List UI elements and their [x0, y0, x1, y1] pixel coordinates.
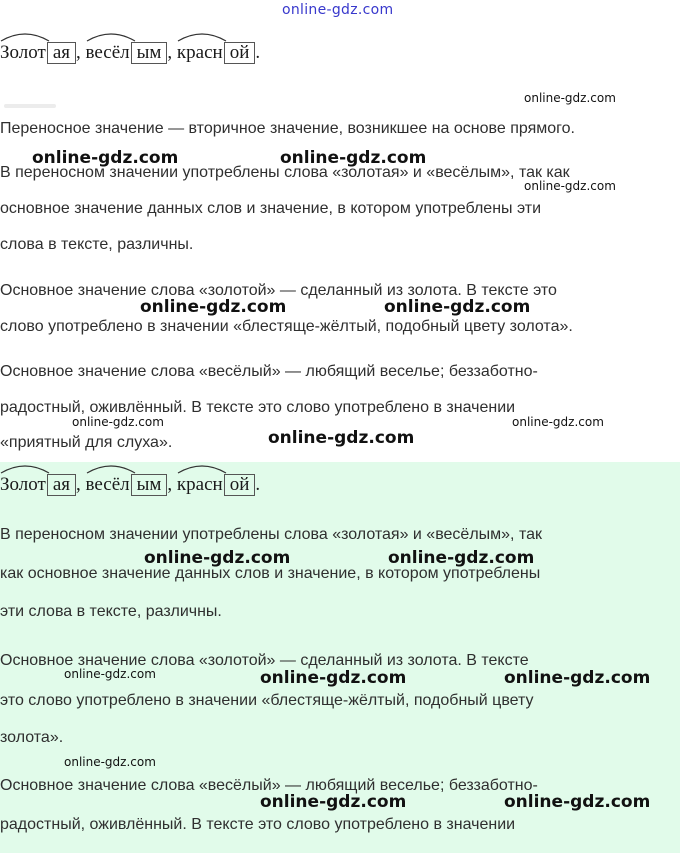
site-watermark: online-gdz.com [72, 415, 164, 429]
text-line: эти слова в тексте, различны. [0, 603, 222, 620]
text-line: как основное значение данных слов и значение, в котором употреблены [0, 565, 541, 582]
text-line: радостный, оживлённый. В тексте это слово употреблено в значении [0, 816, 516, 833]
site-watermark: online-gdz.com [504, 668, 651, 688]
site-watermark: online-gdz.com [524, 179, 616, 193]
site-watermark-top: online-gdz.com [282, 2, 394, 18]
text-line: В переносном значении употреблены слова «золотая» и «весёлым», так [0, 526, 542, 543]
site-watermark: online-gdz.com [64, 755, 156, 769]
word-root: красн [177, 474, 223, 495]
text-line: это слово употреблено в значении «блестяще-жёлтый, подобный цвету [0, 692, 534, 709]
text-line: основное значение данных слов и значение, в котором употреблены эти [0, 200, 542, 217]
word-root: весёл [86, 42, 130, 63]
site-watermark: online-gdz.com [512, 415, 604, 429]
word-ending: ой [224, 42, 256, 64]
site-watermark: online-gdz.com [144, 548, 291, 568]
text-line: слово употреблено в значении «блестяще-жёлтый, подобный цвету золота». [0, 318, 573, 335]
word-ending: ая [47, 474, 76, 496]
word-root: красн [177, 42, 223, 63]
text-line: В переносном значении употреблены слова «золотая» и «весёлым», так как [0, 164, 570, 181]
site-watermark: online-gdz.com [268, 428, 415, 448]
text-line: радостный, оживлённый. В тексте это слово употреблено в значении [0, 399, 516, 416]
definition-text: Переносное значение — вторичное значение, возникшее на основе прямого. [0, 120, 575, 137]
site-watermark: online-gdz.com [384, 297, 531, 317]
text-line: Основное значение слова «весёлый» — любящий веселье; беззаботно- [0, 777, 538, 794]
morpheme-analysis-line: Золот ая , весёл ым , красн ой . [0, 474, 260, 496]
word-ending: ым [131, 42, 168, 64]
morpheme-analysis-line: Золот ая , весёл ым , красн ой . [0, 42, 260, 64]
divider [4, 104, 56, 108]
text-line: Основное значение слова «золотой» — сделанный из золота. В тексте [0, 652, 529, 669]
site-watermark: online-gdz.com [260, 792, 407, 812]
site-watermark: online-gdz.com [388, 548, 535, 568]
site-watermark: online-gdz.com [140, 297, 287, 317]
word-ending: ая [47, 42, 76, 64]
site-watermark: online-gdz.com [32, 148, 179, 168]
site-watermark: online-gdz.com [64, 667, 156, 681]
text-line: «приятный для слуха». [0, 434, 173, 451]
word-root: Золот [0, 474, 46, 495]
text-line: золота». [0, 729, 64, 746]
word-root: весёл [86, 474, 130, 495]
text-line: слова в тексте, различны. [0, 236, 194, 253]
text-line: Основное значение слова «золотой» — сделанный из золота. В тексте это [0, 282, 557, 299]
site-watermark: online-gdz.com [524, 91, 616, 105]
word-root: Золот [0, 42, 46, 63]
word-ending: ой [224, 474, 256, 496]
site-watermark: online-gdz.com [260, 668, 407, 688]
text-line: Основное значение слова «весёлый» — любящий веселье; беззаботно- [0, 363, 538, 380]
site-watermark: online-gdz.com [280, 148, 427, 168]
word-ending: ым [131, 474, 168, 496]
site-watermark: online-gdz.com [504, 792, 651, 812]
